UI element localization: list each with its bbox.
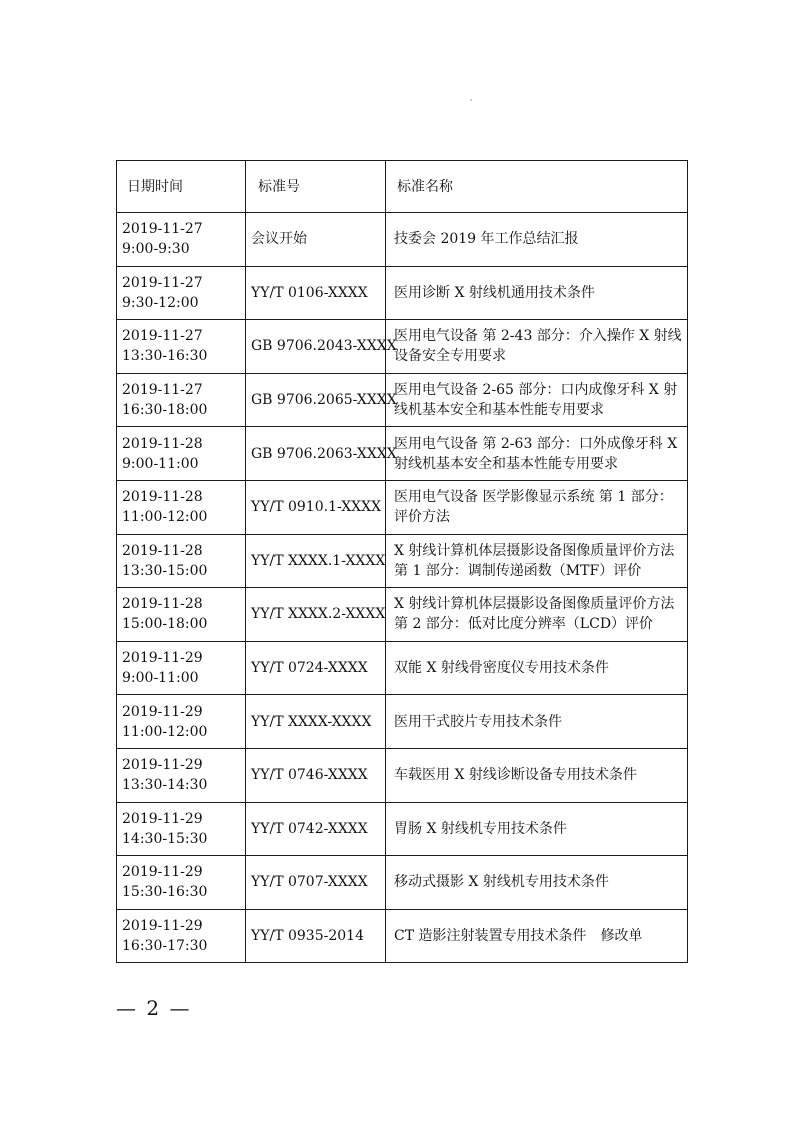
standard-name-cell: 移动式摄影 X 射线机专用技术条件 xyxy=(386,856,688,910)
table-row xyxy=(117,802,688,856)
table-row xyxy=(117,909,688,963)
table-row xyxy=(117,856,688,910)
date-text: 2019-11-27 xyxy=(122,328,203,345)
date-text: 2019-11-27 xyxy=(122,382,203,399)
date-time-cell xyxy=(117,802,246,856)
standard-no-cell: YY/T XXXX.1-XXXX xyxy=(246,534,386,588)
meeting-schedule-table xyxy=(116,160,688,963)
table-header-row xyxy=(117,161,688,213)
standard-name-cell: 技委会 2019 年工作总结汇报 xyxy=(386,213,688,267)
time-text: 13:30-16:30 xyxy=(122,348,208,365)
time-text: 15:00-18:00 xyxy=(122,616,208,633)
date-text: 2019-11-28 xyxy=(122,489,203,506)
standard-no-cell: YY/T 0707-XXXX xyxy=(246,856,386,910)
standard-no-cell: YY/T 0106-XXXX xyxy=(246,266,386,320)
table-row xyxy=(117,213,688,267)
date-time-cell xyxy=(117,695,246,749)
time-text: 9:00-9:30 xyxy=(122,241,190,258)
header-standard-no: 标准号 xyxy=(246,161,386,213)
date-time-cell xyxy=(117,373,246,427)
date-text: 2019-11-29 xyxy=(122,864,203,881)
date-time-cell xyxy=(117,320,246,374)
time-text: 9:00-11:00 xyxy=(122,670,199,687)
date-text: 2019-11-29 xyxy=(122,650,203,667)
time-text: 9:30-12:00 xyxy=(122,294,199,311)
standard-no-cell: YY/T 0724-XXXX xyxy=(246,641,386,695)
standard-no-cell: YY/T 0935-2014 xyxy=(246,909,386,963)
date-text: 2019-11-29 xyxy=(122,703,203,720)
standard-name-cell: 双能 X 射线骨密度仪专用技术条件 xyxy=(386,641,688,695)
time-text: 9:00-11:00 xyxy=(122,455,199,472)
date-text: 2019-11-27 xyxy=(122,221,203,238)
table-row xyxy=(117,695,688,749)
standard-name-cell: 医用电气设备 2-65 部分：口内成像牙科 X 射线机基本安全和基本性能专用要求 xyxy=(386,373,688,427)
time-text: 11:00-12:00 xyxy=(122,723,208,740)
table-row xyxy=(117,588,688,642)
standard-name-cell: CT 造影注射装置专用技术条件 修改单 xyxy=(386,909,688,963)
time-text: 13:30-14:30 xyxy=(122,777,208,794)
table-row xyxy=(117,266,688,320)
table-row xyxy=(117,427,688,481)
time-text: 14:30-15:30 xyxy=(122,830,208,847)
standard-name-cell: 医用诊断 X 射线机通用技术条件 xyxy=(386,266,688,320)
scan-speck xyxy=(470,99,472,101)
time-text: 16:30-17:30 xyxy=(122,938,208,955)
date-time-cell xyxy=(117,856,246,910)
time-text: 16:30-18:00 xyxy=(122,402,208,419)
date-text: 2019-11-28 xyxy=(122,596,203,613)
date-time-cell xyxy=(117,909,246,963)
date-text: 2019-11-29 xyxy=(122,918,203,935)
date-text: 2019-11-28 xyxy=(122,542,203,559)
header-standard-name: 标准名称 xyxy=(386,161,688,213)
time-text: 15:30-16:30 xyxy=(122,884,208,901)
date-time-cell xyxy=(117,534,246,588)
page-number: — 2 — xyxy=(116,996,192,1020)
standard-no-cell: GB 9706.2063-XXXX xyxy=(246,427,386,481)
standard-name-cell: 医用干式胶片专用技术条件 xyxy=(386,695,688,749)
date-time-cell xyxy=(117,266,246,320)
date-text: 2019-11-29 xyxy=(122,757,203,774)
header-date-time: 日期时间 xyxy=(117,161,246,213)
date-text: 2019-11-27 xyxy=(122,274,203,291)
table-body xyxy=(117,213,688,963)
standard-no-cell: YY/T XXXX-XXXX xyxy=(246,695,386,749)
table-row xyxy=(117,748,688,802)
standard-no-cell: YY/T 0910.1-XXXX xyxy=(246,480,386,534)
standard-name-cell: 胃肠 X 射线机专用技术条件 xyxy=(386,802,688,856)
standard-no-cell: 会议开始 xyxy=(246,213,386,267)
standard-no-cell: GB 9706.2043-XXXX xyxy=(246,320,386,374)
date-time-cell xyxy=(117,213,246,267)
standard-name-cell: 医用电气设备 第 2-63 部分：口外成像牙科 X 射线机基本安全和基本性能专用要求 xyxy=(386,427,688,481)
standard-no-cell: YY/T 0742-XXXX xyxy=(246,802,386,856)
date-time-cell xyxy=(117,748,246,802)
table-row xyxy=(117,373,688,427)
date-time-cell xyxy=(117,588,246,642)
standard-name-cell: 医用电气设备 医学影像显示系统 第 1 部分：评价方法 xyxy=(386,480,688,534)
standard-name-cell: 医用电气设备 第 2-43 部分：介入操作 X 射线设备安全专用要求 xyxy=(386,320,688,374)
standard-no-cell: YY/T 0746-XXXX xyxy=(246,748,386,802)
standard-no-cell: YY/T XXXX.2-XXXX xyxy=(246,588,386,642)
table-row xyxy=(117,480,688,534)
standard-name-cell: X 射线计算机体层摄影设备图像质量评价方法 第 1 部分：调制传递函数（MTF）评价 xyxy=(386,534,688,588)
standard-name-cell: 车载医用 X 射线诊断设备专用技术条件 xyxy=(386,748,688,802)
date-text: 2019-11-28 xyxy=(122,435,203,452)
time-text: 13:30-15:00 xyxy=(122,562,208,579)
date-text: 2019-11-29 xyxy=(122,810,203,827)
table-row xyxy=(117,641,688,695)
table-row xyxy=(117,320,688,374)
date-time-cell xyxy=(117,480,246,534)
date-time-cell xyxy=(117,427,246,481)
standard-no-cell: GB 9706.2065-XXXX xyxy=(246,373,386,427)
standard-name-cell: X 射线计算机体层摄影设备图像质量评价方法 第 2 部分：低对比度分辨率（LCD）评价 xyxy=(386,588,688,642)
date-time-cell xyxy=(117,641,246,695)
time-text: 11:00-12:00 xyxy=(122,509,208,526)
table-row xyxy=(117,534,688,588)
